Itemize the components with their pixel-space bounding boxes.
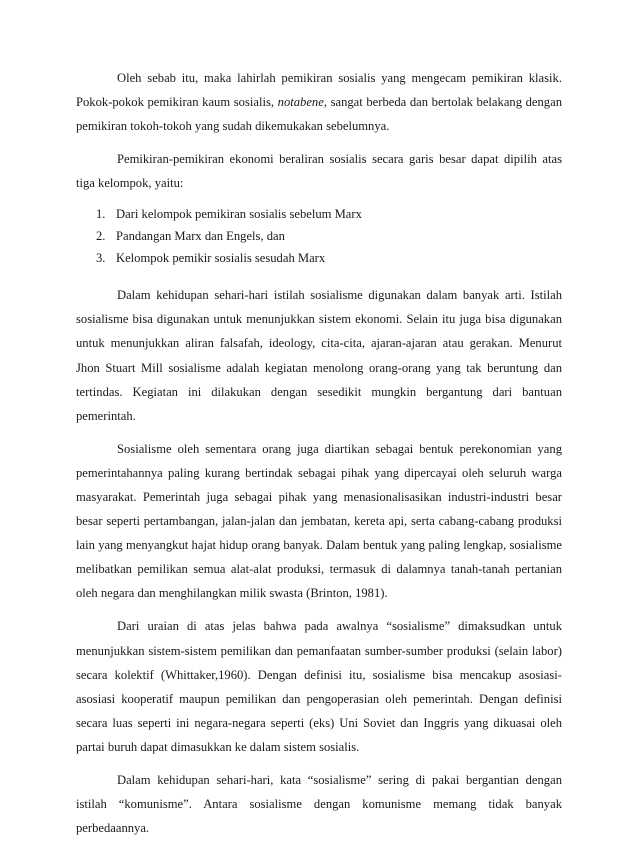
list-item [96, 204, 562, 226]
list-item-number: 2. [96, 229, 106, 244]
paragraph-4: Sosialisme oleh sementara orang juga diartikan sebagai bentuk perekonomian yang pemerintahannya paling kurang bertindak sebagai pihak yang dipercayai oleh seluruh warga masyarakat. Pemerintah juga sebagai pihak yang menasionalisasikan industri-industri besar besar seperti pertambangan, jalan-jalan dan jembatan, kereta api, serta cabang-cabang produksi lain yang menyangkut hajat hidup orang banyak. Dalam bentuk yang paling lengkap, sosialisme melibatkan pemilikan semua alat-alat produksi, termasuk di dalamnya tanah-tanah pertanian oleh negara dan menghilangkan milik swasta (Brinton, 1981). [76, 441, 562, 601]
paragraph-6: Dalam kehidupan sehari-hari, kata “sosialisme” sering di pakai bergantian dengan istilah “komunisme”. Antara sosialisme dengan komunisme memang tidak banyak perbedaannya. [76, 773, 562, 836]
paragraph-3: Dalam kehidupan sehari-hari istilah sosialisme digunakan dalam banyak arti. Istilah sosialisme bisa digunakan untuk menunjukkan sistem ekonomi. Selain itu juga bisa digunakan untuk menunjukkan aliran falsafah, ideology, cita-cita, ajaran-ajaran atau gerakan. Menurut Jhon Stuart Mill sosialisme adalah kegiatan menolong orang-orang yang tak beruntung dan tertindas. Kegiatan ini dilakukan dengan sesedikit mungkin bergantung dari bantuan pemerintah. [76, 288, 562, 423]
list-item-number: 1. [96, 207, 106, 222]
list-item-text: Dari kelompok pemikiran sosialis sebelum Marx [116, 207, 362, 222]
document-page [76, 66, 562, 849]
paragraph-1-text-end: , sangat berbeda dan bertolak belakang dengan pemikiran tokoh-tokoh yang sudah dikemukakan sebelumnya. [76, 95, 562, 134]
list-item [96, 226, 562, 248]
list-item-text: Kelompok pemikir sosialis sesudah Marx [116, 250, 326, 265]
paragraph-5: Dari uraian di atas jelas bahwa pada awalnya “sosialisme” dimaksudkan untuk menunjukkan sistem-sistem pemilikan dan pemanfaatan sumber-sumber produksi (selain labor) secara kolektif (Whittaker,1960). Dengan definisi itu, sosialisme bisa mencakup asosiasi-asosiasi kooperatif maupun pemilikan dan pengoperasian oleh pemerintah. Dengan definisi secara luas seperti ini negara-negara seperti (eks) Uni Soviet dan Inggris yang dikuasai oleh partai buruh dapat dimasukkan ke dalam sistem sosialis. [76, 619, 562, 754]
paragraph-1-text-start: Oleh sebab itu, maka lahirlah pemikiran sosialis yang mengecam pemikiran klasik. Pokok-pokok pemikiran kaum sosialis, [76, 71, 562, 110]
numbered-list [76, 204, 562, 269]
list-item [96, 248, 562, 270]
list-item-text: Pandangan Marx dan Engels, dan [116, 229, 285, 244]
paragraph-2: Pemikiran-pemikiran ekonomi beraliran sosialis secara garis besar dapat dipilih atas tiga kelompok, yaitu: [76, 152, 562, 191]
paragraph-1 [76, 66, 562, 138]
paragraph-1-italic-term: notabene [277, 95, 324, 110]
list-item-number: 3. [96, 250, 106, 265]
